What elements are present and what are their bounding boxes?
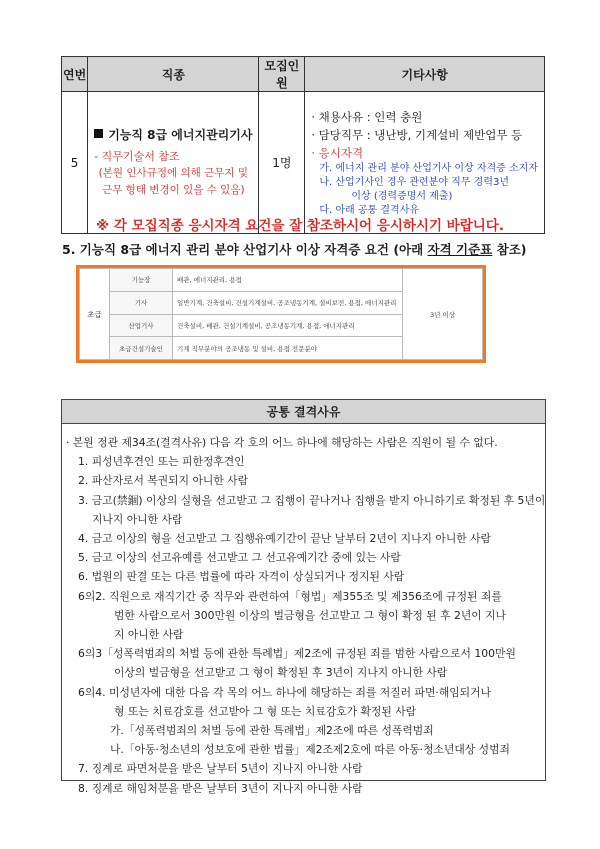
list-item: 7. 징계로 파면처분을 받은 날부터 5년이 지나지 아니한 사람 bbox=[78, 762, 363, 776]
square-bullet-icon bbox=[94, 129, 103, 138]
list-item: 5. 금고 이상의 선고유예를 선고받고 그 선고유예기간 중에 있는 사람 bbox=[78, 551, 401, 565]
row-no: 5 bbox=[62, 92, 88, 234]
qualification-table bbox=[79, 268, 483, 360]
header-no: 연번 bbox=[62, 57, 88, 92]
list-item: 3. 금고(禁錮) 이상의 실형을 선고받고 그 집행이 끝나거나 집행을 받지 아니하기로 확정된 후 5년이 bbox=[78, 493, 546, 507]
row-job bbox=[88, 92, 259, 234]
qualification-table-link: 자격 기준표 bbox=[427, 242, 493, 257]
job-title-text: 기능직 8급 에너지관리기사 bbox=[108, 128, 253, 142]
etc-duty: · 담당직무 : 냉난방, 기계설비 제반업무 등 bbox=[311, 127, 523, 142]
list-item: 6의4. 미성년자에 대한 다음 각 목의 어느 하나에 해당하는 죄를 저질러 파면·해임되거나 bbox=[78, 685, 491, 699]
etc-reason: · 채용사유 : 인력 충원 bbox=[311, 109, 423, 124]
list-item: 2. 파산자로서 복권되지 아니한 사람 bbox=[78, 474, 249, 488]
disq-intro: · 본원 정관 제34조(결격사유) 다음 각 호의 어느 하나에 해당하는 사람은 직원이 될 수 없다. bbox=[66, 436, 498, 449]
qual-name: 기사 bbox=[110, 291, 173, 314]
table-header-row bbox=[62, 57, 545, 92]
list-item: 6의3「성폭력범죄의 처벌 등에 관한 특례법」제2조에 규정된 죄를 범한 사람으로서 100만원 bbox=[78, 647, 516, 661]
job-note-line2: 근무 형태 변경이 있을 수 있음) bbox=[102, 184, 245, 196]
section-5-prefix: 5. 기능직 8급 에너지 관리 분야 산업기사 이상 자격증 요건 (아래 bbox=[62, 242, 428, 257]
etc-qual-b2: 이상 (경력증명서 제출) bbox=[351, 190, 453, 202]
etc-qual-a: 가. 에너지 관리 분야 산업기사 이상 자격증 소지자 bbox=[319, 162, 538, 174]
qual-field: 배관, 에너지관리, 용접 bbox=[173, 269, 403, 292]
qual-field: 일반기계, 건축설비, 건설기계설비, 공조냉동기계, 설비보전, 용접, 에너지관리 bbox=[173, 291, 403, 314]
qual-name: 초급건설기술인 bbox=[110, 337, 173, 360]
qual-field: 기계 직무분야의 공조냉동 및 설비, 용접 전문분야 bbox=[173, 337, 403, 360]
section-5-heading bbox=[62, 240, 526, 258]
list-item: 4. 금고 이상의 형을 선고받고 그 집행유예기간이 끝난 날부터 2년이 지나지 아니한 사람 bbox=[78, 532, 491, 546]
qualification-criteria-image bbox=[76, 265, 486, 363]
disqualification-box bbox=[61, 399, 546, 795]
list-item: 이상의 벌금형을 선고받고 그 형이 확정된 후 3년이 지나지 아니한 사람 bbox=[114, 666, 448, 680]
table-row bbox=[62, 92, 545, 234]
qual-field: 건축설비, 배관, 건설기계설비, 공조냉동기계, 용접, 에너지관리 bbox=[173, 314, 403, 337]
list-item: 1. 피성년후견인 또는 피한정후견인 bbox=[78, 455, 245, 469]
header-count: 모집인원 bbox=[259, 57, 305, 92]
list-item: 나.「아동·청소년의 성보호에 관한 법률」제2조제2호에 따른 아동·청소년대상 성범죄 bbox=[110, 743, 510, 757]
list-item: 지 아니한 사람 bbox=[114, 628, 184, 642]
list-item: 형 또는 치료감호를 선고받아 그 형 또는 치료감호가 확정된 사람 bbox=[114, 704, 417, 718]
job-note-desc: - 직무기술서 참조 bbox=[94, 150, 180, 163]
qual-name: 산업기사 bbox=[110, 314, 173, 337]
list-item: 8. 징계로 해임처분을 받은 날부터 3년이 지나지 아니한 사람 bbox=[78, 781, 363, 795]
qual-name: 기능장 bbox=[110, 269, 173, 292]
header-job: 직종 bbox=[88, 57, 259, 92]
job-title bbox=[94, 126, 252, 144]
disqualification-body bbox=[62, 424, 545, 798]
etc-qual-c: 다. 아래 공통 결격사유 bbox=[319, 204, 420, 216]
qual-experience: 3년 이상 bbox=[403, 269, 483, 360]
section-5-suffix: 참조) bbox=[492, 242, 527, 257]
list-item: 6의2. 직원으로 재직기간 중 직무와 관련하여「형법」제355조 및 제356조에 규정된 죄를 bbox=[78, 589, 502, 603]
table-row bbox=[80, 269, 483, 292]
row-count: 1명 bbox=[259, 92, 305, 234]
recruitment-table bbox=[61, 56, 545, 234]
disqualification-title: 공통 결격사유 bbox=[62, 400, 545, 424]
etc-qual-b1: 나. 산업기사인 경우 관련분야 직무 경력3년 bbox=[319, 176, 510, 188]
warning-notice: ※ 각 모집직종 응시자격 요건을 잘 참조하시어 응시하시기 바랍니다. bbox=[96, 218, 504, 234]
list-item: 범한 사람으로서 300만원 이상의 벌금형을 선고받고 그 형이 확정 된 후 2년이 지나 bbox=[114, 608, 506, 622]
list-item: 6. 법원의 판결 또는 다른 법률에 따라 자격이 상실되거나 정지된 사람 bbox=[78, 570, 405, 584]
qual-grade: 초급 bbox=[80, 269, 110, 360]
row-etc bbox=[305, 92, 545, 234]
list-item: 지나지 아니한 사람 bbox=[92, 512, 183, 526]
etc-qualification: · 응시자격 bbox=[311, 145, 364, 160]
list-item: 가.「성폭력범죄의 처벌 등에 관한 특례법」제2조에 따른 성폭력범죄 bbox=[110, 724, 434, 738]
job-note-line1: (본원 인사규정에 의해 근무지 및 bbox=[98, 167, 248, 179]
header-etc: 기타사항 bbox=[305, 57, 545, 92]
